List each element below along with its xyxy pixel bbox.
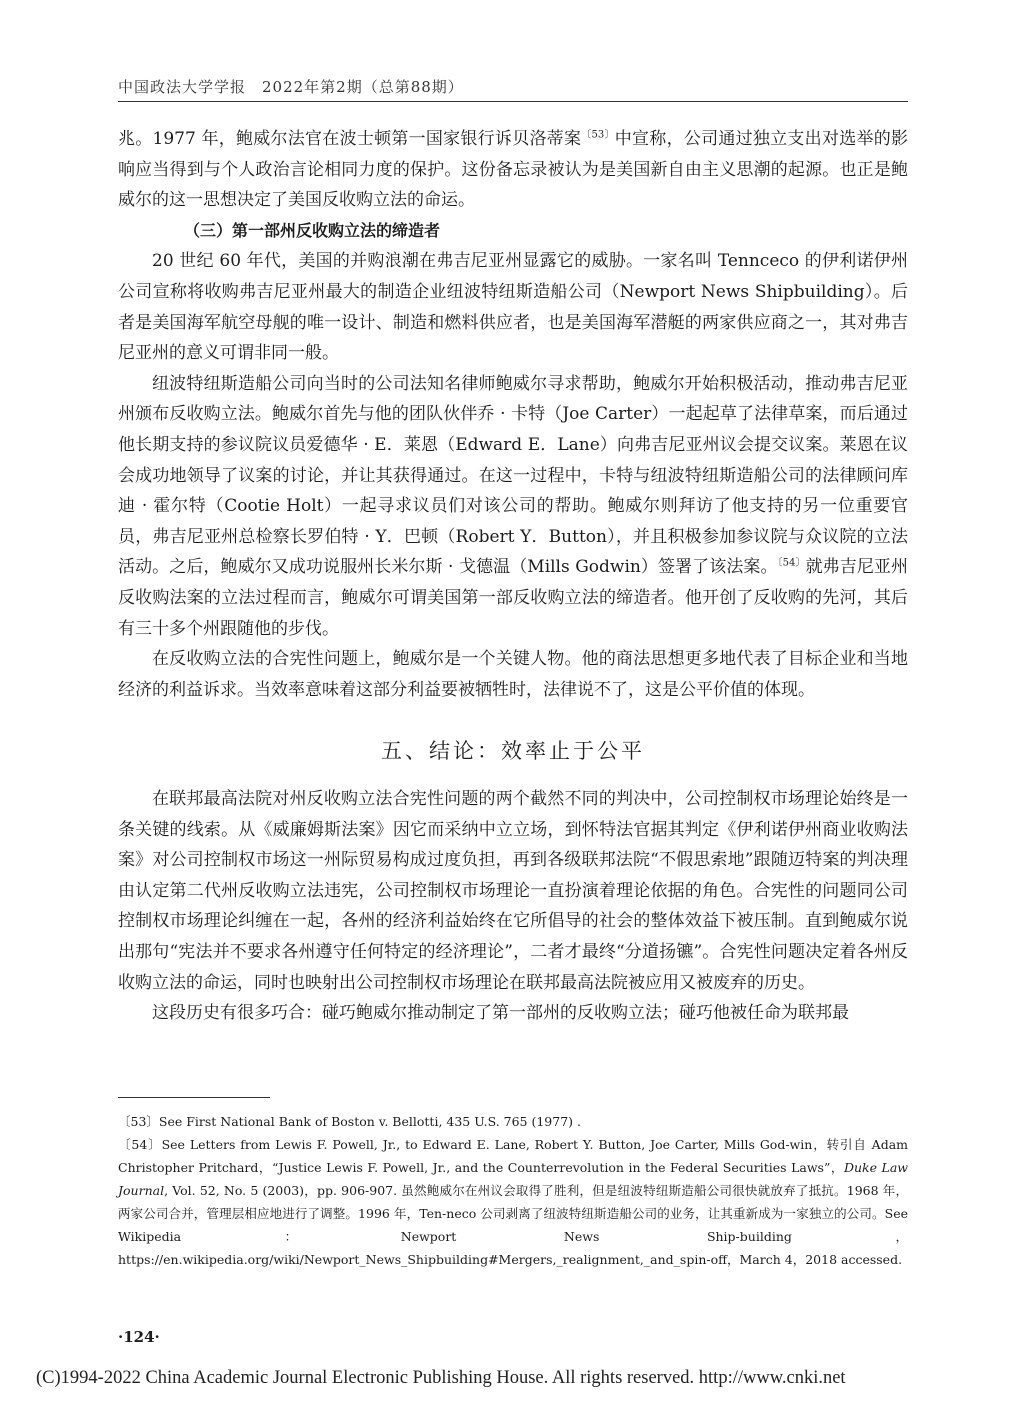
paragraph-powell-text-2: 就弗吉尼亚州反收购法案的立法过程而言，鲍威尔可谓美国第一部反收购立法的缔造者。他开创了反收购的先河，其后有三十多个州跟随他的步伐。 xyxy=(118,557,908,639)
footnote-54 xyxy=(118,1133,908,1271)
footnote-ref-54[interactable]: 〔54〕 xyxy=(777,557,806,569)
footnote-53: 〔53〕See First National Bank of Boston v. Bellotti, 435 U.S. 765 (1977) . xyxy=(118,1114,581,1129)
paragraph-merger-wave: 20 世纪 60 年代，美国的并购浪潮在弗吉尼亚州显露它的威胁。一家名叫 Tennceco 的伊利诺伊州公司宣称将收购弗吉尼亚州最大的制造企业纽波特纽斯造船公司（Newport News Shipbuilding）。后者是美国海军航空母舰的唯一设计、制造和燃料供应者，也是美国海军潜艇的两家供应商之一，其对弗吉尼亚州的意义可谓非同一般。 xyxy=(118,251,908,364)
copyright-notice: (C)1994-2022 China Academic Journal Electronic Publishing House. All rights reserved. http://www.cnki.net xyxy=(36,1368,846,1388)
paragraph-powell-legislation xyxy=(118,369,908,644)
header-rule xyxy=(118,101,908,102)
footnote-ref-53[interactable]: 〔53〕 xyxy=(581,129,615,141)
footnote-54-text-1: 〔54〕See Letters from Lewis F. Powell, Jr., to Edward E. Lane, Robert Y. Button, Joe Carter, Mills God-win，转引自 Adam Christopher Pritchard，“Justice Lewis F. Powell, Jr., and the Counterrevolution in the Federal Securities Laws”， xyxy=(118,1137,908,1175)
footnote-54-text-2: , Vol. 52, No. 5 (2003)，pp. 906-907. 虽然鲍威尔在州议会取得了胜利，但是纽波特纽斯造船公司很快就放弃了抵抗。1968 年，两家公司合并，管理层相应地进行了调整。1996 年，Ten-neco 公司剥离了纽波特纽斯造船公司的业务，让其重新成为一家独立的公司。See Wikipedia：Newport News Ship-building，https://en.wikipedia.org/wiki/Newport_News_Shipbuilding#Mergers,_realignment,_and_spin-off，March 4，2018 accessed. xyxy=(118,1183,908,1267)
footnote-54-journal: Duke Law Journal xyxy=(118,1160,908,1198)
paragraph-powell-text-1: 纽波特纽斯造船公司向当时的公司法知名律师鲍威尔寻求帮助，鲍威尔开始积极活动，推动弗吉尼亚州颁布反收购立法。鲍威尔首先与他的团队伙伴乔 · 卡特（Joe Carter）一起起草了法律草案，而后通过他长期支持的参议院议员爱德华 · E．莱恩（Edward E．Lane）向弗吉尼亚州议会提交议案。莱恩在议会成功地领导了议案的讨论，并让其获得通过。在这一过程中，卡特与纽波特纽斯造船公司的法律顾问库迪 · 霍尔特（Cootie Holt）一起寻求议员们对该公司的帮助。鲍威尔则拜访了他支持的另一位重要官员，弗吉尼亚州总检察长罗伯特 · Y．巴顿（Robert Y．Button），并且积极参加参议院与众议院的立法活动。之后，鲍威尔又成功说服州长米尔斯 · 戈德温（Mills Godwin）签署了该法案。 xyxy=(118,373,908,578)
main-text-lower xyxy=(118,784,908,1029)
main-text-upper xyxy=(118,124,908,705)
paragraph-coincidences: 这段历史有很多巧合：碰巧鲍威尔推动制定了第一部州的反收购立法；碰巧他被任命为联邦最 xyxy=(152,1003,849,1024)
continued-paragraph-text-2: 中宣称，公司通过独立支出对选举的影响应当得到与个人政治言论相同力度的保护。这份备忘录被认为是美国新自由主义思潮的起源。也正是鲍威尔的这一思想决定了美国反收购立法的命运。 xyxy=(118,129,908,211)
footnotes xyxy=(118,1110,908,1271)
continued-paragraph xyxy=(118,124,908,216)
continued-paragraph-text-1: 兆。1977 年，鲍威尔法官在波士顿第一国家银行诉贝洛蒂案 xyxy=(118,129,582,149)
page-number: ·124· xyxy=(118,1328,160,1346)
footnote-rule xyxy=(118,1097,270,1098)
subsection-title: （三）第一部州反收购立法的缔造者 xyxy=(184,220,441,240)
running-header: 中国政法大学学报 2022年第2期（总第88期） xyxy=(118,78,464,96)
paragraph-conclusion: 在联邦最高法院对州反收购立法合宪性问题的两个截然不同的判决中，公司控制权市场理论始终是一条关键的线索。从《威廉姆斯法案》因它而采纳中立立场，到怀特法官据其判定《伊利诺伊州商业收购法案》对公司控制权市场这一州际贸易构成过度负担，再到各级联邦法院“不假思索地”跟随迈特案的判决理由认定第二代州反收购立法违宪，公司控制权市场理论一直扮演着理论依据的角色。合宪性的问题同公司控制权市场理论纠缠在一起，各州的经济利益始终在它所倡导的社会的整体效益下被压制。直到鲍威尔说出那句“宪法并不要求各州遵守任何特定的经济理论”，二者才最终“分道扬镳”。合宪性问题决定着各州反收购立法的命运，同时也映射出公司控制权市场理论在联邦最高法院被应用又被废弃的历史。 xyxy=(118,789,908,993)
section-heading: 五、结论：效率止于公平 xyxy=(381,739,645,763)
paragraph-constitutionality: 在反收购立法的合宪性问题上，鲍威尔是一个关键人物。他的商法思想更多地代表了目标企业和当地经济的利益诉求。当效率意味着这部分利益要被牺牲时，法律说不了，这是公平价值的体现。 xyxy=(118,649,908,700)
